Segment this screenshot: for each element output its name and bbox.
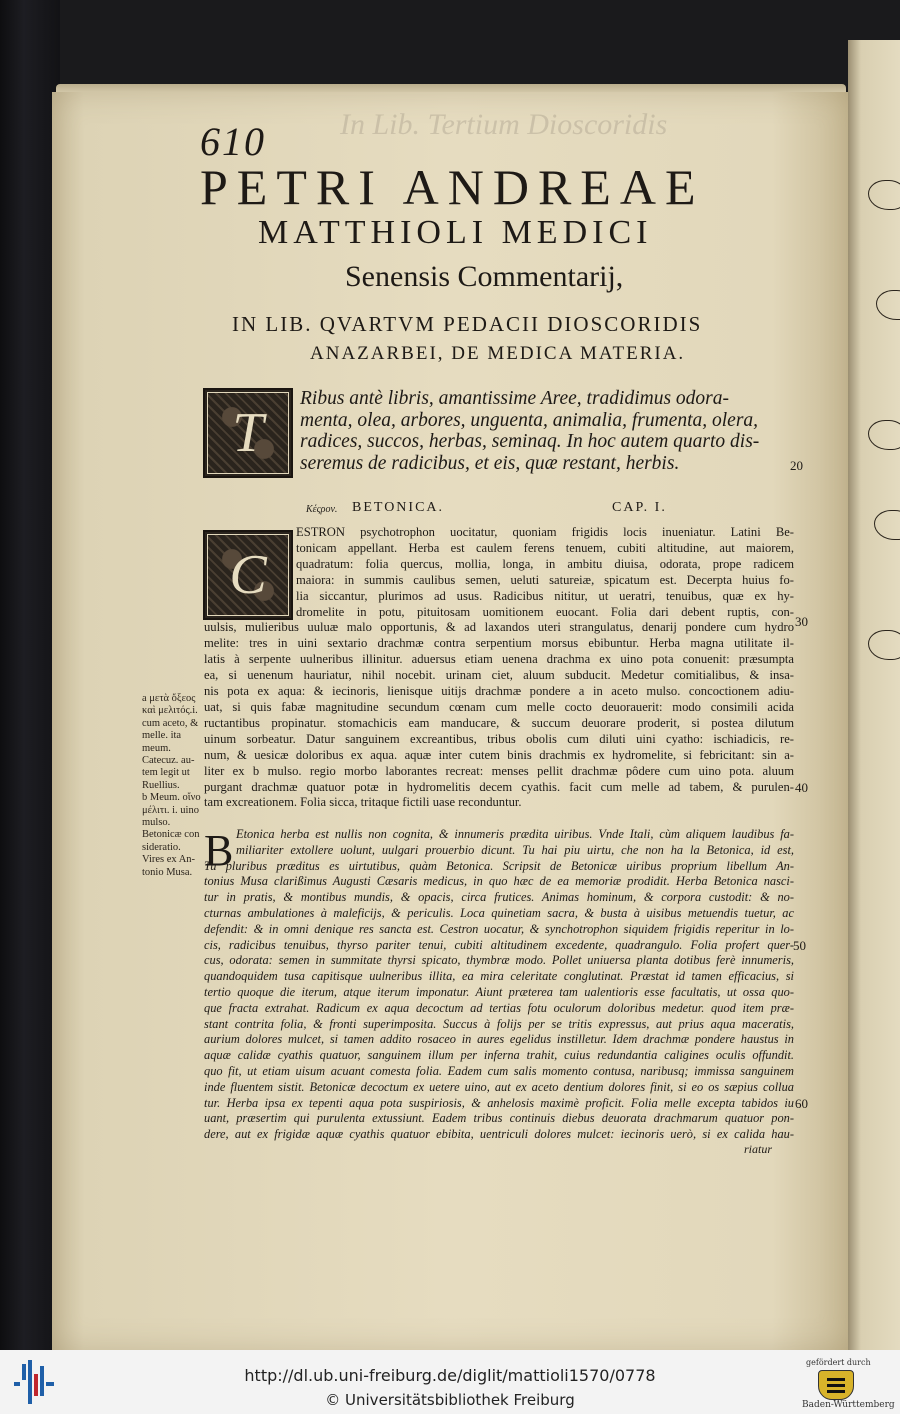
margin-note: καὶ μελιτός.i.	[142, 705, 198, 717]
text-line: stant contrita folia, & fronti superimposita. Succus à folijs per se tritis expressus, aut prius aqua maceratis,	[204, 1016, 794, 1031]
line-number: 20	[790, 458, 803, 473]
text-line: tonius Musa clarißimus Augusti Cæsaris medicus, in quo hæc de ea memoriæ prodidit. Herba Betonica nasci-	[204, 874, 794, 889]
copyright-notice: © Universitätsbibliothek Freiburg	[325, 1391, 575, 1409]
chapter-number: CAP. I.	[612, 500, 667, 515]
text-line: ructantibus propinatur. stomachicis eam manducare, & succum deuorare proderit, si postea dilutum	[204, 715, 794, 730]
title-work-line: ANAZARBEI, DE MEDICA MATERIA.	[310, 343, 686, 364]
text-line: miliariter extollere uolunt, uulgari prouerbio dicunt. Tu hai piu uirtu, che non ha la Betonica, id est,	[236, 842, 794, 857]
text-line: quadratum: folia quercus, mollia, longa, in ambitu diuisa, odorata, prope radicem	[296, 556, 794, 571]
margin-note: tem legit ut	[142, 767, 190, 779]
intro-line: Ribus antè libris, amantissime Aree, tradidimus odora-	[300, 388, 729, 409]
text-line: ESTRON psychotrophon uocitatur, quoniam frigidis locis inueniatur. Latini Be-	[296, 525, 794, 539]
sponsor-name: Baden-Württemberg	[802, 1400, 895, 1410]
text-line: nis pota ex aqua: & iecinoris, lienisque uitijs drachmæ pondere a in aceto mulso. concoctionem adiu-	[204, 684, 794, 699]
text-line: uat, si quis fabæ magnitudine secundum cœnam cum melle cocto deuorauerit: modo consimili acida	[204, 699, 794, 714]
margin-note: a μετὰ ὄξεος	[142, 693, 196, 704]
text-line: ea, si uenenum hauriatur, nihil nocebit. urinam ciet, aluum subducit. Medetur comitialibus, & insa-	[204, 668, 794, 683]
margin-note: mulso.	[142, 817, 171, 829]
intro-line: menta, olea, arbores, unguenta, animalia, frumenta, olera,	[300, 409, 759, 431]
plant-illustration-leaf	[868, 420, 900, 450]
text-line: Tu pluribus præditus es uirtutibus, quàm Betonica. Scripsit de Betonicæ uiribus proprium libellum An-	[204, 858, 794, 873]
plant-illustration-leaf	[868, 630, 900, 660]
margin-note: μέλιτι. i. uino	[142, 804, 199, 816]
text-line: latis à serpente uulneribus illinitur. aduersus etiam uenena drachma ex uino pota conuenit: præsumpta	[204, 652, 794, 667]
text-line: cis, radicibus tenuibus, thyrso pariter tenui, cubiti altitudinem excedente, quadrangulo. Folia profert quer-	[204, 937, 794, 952]
text-line: defendit: & in omni denique res sancta est. Cestron uocatur, & synchotrophon siquidem frigidis reperitur in lo-	[204, 921, 794, 936]
catchword: riatur	[744, 1142, 773, 1156]
text-line: uinum sorbeatur. Datur sanguinem excreantibus, tribus obolis cum diluti uini cyatho: ischiadicis, re-	[204, 731, 794, 746]
text-line: inde fluentem sistit. Betonicæ decoctum ex uetere uino, aut ex aceto dentium dolores finit, si eo os sæpius collua	[204, 1079, 794, 1094]
text-line: dromelite in potu, pituitosam uomitionem euocant. Folia dari debent ruptis, con-	[296, 604, 794, 619]
plant-illustration-leaf	[868, 180, 900, 210]
line-number: 40	[795, 780, 808, 795]
margin-note: Betonicæ con	[142, 829, 200, 841]
page-number: 610	[200, 119, 266, 164]
line-number: 50	[793, 938, 806, 953]
initial-letter: T	[207, 392, 289, 474]
text-line: quo fit, ut etiam uisum acuant comesta folia. Eadem cum salis momento contusa, naribusq; immissa sanguinem	[204, 1063, 794, 1078]
intro-line: radices, succos, herbas, seminaq. In hoc autem quarto dis-	[300, 431, 760, 452]
title-name-line: MATTHIOLI MEDICI	[258, 214, 653, 251]
text-line: dere, aut ex frigidæ aquæ cyathis quatuor ebibita, uentriculi dolores mulcet: iecinoris uerò, si ex calida hau-	[204, 1127, 794, 1142]
title-author-line: PETRI ANDREAE	[200, 159, 705, 215]
scanner-background	[0, 0, 60, 1350]
text-line: tur. Herba ipsa ex tepenti aqua pota suspiriosis, & anhelosis maximè proficit. Folia melle excepta tabidos iu	[204, 1095, 794, 1110]
chapter-title: BETONICA.	[352, 500, 445, 515]
text-line: Etonica herba est nullis non cognita, & innumeris prædita uiribus. Vnde Itali, cùm aliquem laudibus fa-	[236, 827, 794, 841]
plant-illustration-leaf	[874, 510, 900, 540]
text-line: tur in pratis, & montibus mundis, & opacis, circa frutices. Animas hominum, & corpora custodit: & no-	[204, 890, 794, 905]
decorated-initial-t	[203, 388, 293, 478]
text-line: liter ex b mulso. regio morbo laborantes recreat: menses pellit drachmæ pôdere cum uino pota. aluum	[204, 763, 794, 778]
intro-paragraph	[300, 388, 800, 474]
text-line: maiora: in summis caulibus semen, ueluti satureiæ, spicatum est. Decerpta huius fo-	[296, 572, 794, 587]
margin-note: meum.	[142, 742, 171, 754]
margin-note: cum aceto, &	[142, 717, 199, 729]
text-line: cturnas ambulationes à maleficijs, & periculis. Loca quinetiam sacra, & busta à uisibus metuendis tuetur, ac	[204, 905, 794, 920]
line-number: 60	[795, 1096, 808, 1111]
commentary-initial: B	[204, 826, 234, 875]
intro-line: seremus de radicibus, et eis, quæ restant, herbis.	[300, 452, 680, 474]
text-line: que fracta extrahat. Radicum ex aqua decoctum ad tertias fotu oculorum doloribus medetur. quod item præ-	[204, 1000, 794, 1015]
text-line: tertio quoque die iterum, atque iterum imponatur. Aiunt præterea tam ualentioris esse facultatis, ut ossa quo-	[204, 984, 794, 999]
initial-letter: C	[207, 534, 289, 616]
sponsor-label: gefördert durch	[806, 1358, 871, 1367]
margin-note: Catecuz. au-	[142, 755, 195, 767]
text-line: tam excreationem. Folia sicca, tritaque fictili uase reconduntur.	[204, 795, 522, 810]
plant-illustration-leaf	[876, 290, 900, 320]
text-line: cus, odorata: semen in summitate thyrsi spicato, thymbræ modo. Pollet uniuersa planta dotibus ferè innumeris,	[204, 953, 794, 968]
text-line: quandoquidem tusa capitisque uulneribus illita, ea mira celeritate conglutinat. Præstat id tamen efficacius, si	[204, 969, 794, 984]
commentary-text	[204, 827, 794, 1143]
coat-of-arms-icon	[818, 1370, 854, 1400]
chapter-greek-name: Κέςρον.	[306, 504, 338, 515]
permalink-url[interactable]: http://dl.ub.uni-freiburg.de/diglit/mattioli1570/0778	[244, 1366, 656, 1385]
title-subtitle-line: Senensis Commentarij,	[345, 260, 624, 293]
text-line: aurium dolores mulcet, si tamen addito rosaceo in aures egelidus instilletur. Idem drachmæ pondere haustus in	[204, 1032, 794, 1047]
margin-note: melle. ita	[142, 730, 182, 742]
facing-page-fragment	[848, 40, 900, 1350]
text-line: uulsis, mulieribus uuluæ malo opportunis, & ad laxandos uteri strangulatus, denarij pondere cum hydro	[204, 620, 794, 635]
margin-note: tonio Musa.	[142, 866, 193, 878]
margin-note: sideratio.	[142, 841, 181, 853]
text-line: lia siccantur, plurimos ad usus. Radicibus nititur, ut ueratri, tenuibus, quæ ex hy-	[296, 588, 794, 603]
dioscorides-text	[204, 525, 794, 811]
text-line: purgant drachmæ quatuor potæ in hydromelitis decem cyathis. facit cum melle ad tabem, & purulen-	[204, 779, 794, 794]
margin-note: Ruellius.	[142, 779, 180, 791]
bleed-through-text: In Lib. Tertium Dioscoridis	[340, 108, 668, 141]
text-line: aquæ calidæ cyathis quatuor, sanguinem illum per inferna trahit, cuius redundantia caligines oculis offundit.	[204, 1048, 794, 1063]
margin-note: Vires ex An-	[142, 854, 196, 866]
text-line: uant, præsertim qui purulenta extussiunt. Eadem tribus continuis diebus deuorata drachmarum quatuor pon-	[204, 1111, 794, 1126]
title-book-line: IN LIB. QVARTVM PEDACII DIOSCORIDIS	[232, 312, 703, 336]
marginal-notes	[142, 693, 201, 879]
margin-note: b Meum. οἴνο	[142, 792, 201, 804]
viewer-footer	[0, 1350, 900, 1414]
text-line: tonicam appellant. Herba est caulem ferens tenuem, cubiti altitudine, aut maiorem,	[296, 540, 794, 555]
text-line: melite: tres in uini sextario drachmæ contra serpentium morsus ebibuntur. Herba magna utilitate il-	[204, 636, 794, 651]
line-number: 30	[795, 614, 808, 629]
text-line: num, & uesicæ doloribus ex aqua. aquæ inter cutem binis drachmis ex hydromelite, si febricitant: sin a-	[204, 747, 794, 762]
